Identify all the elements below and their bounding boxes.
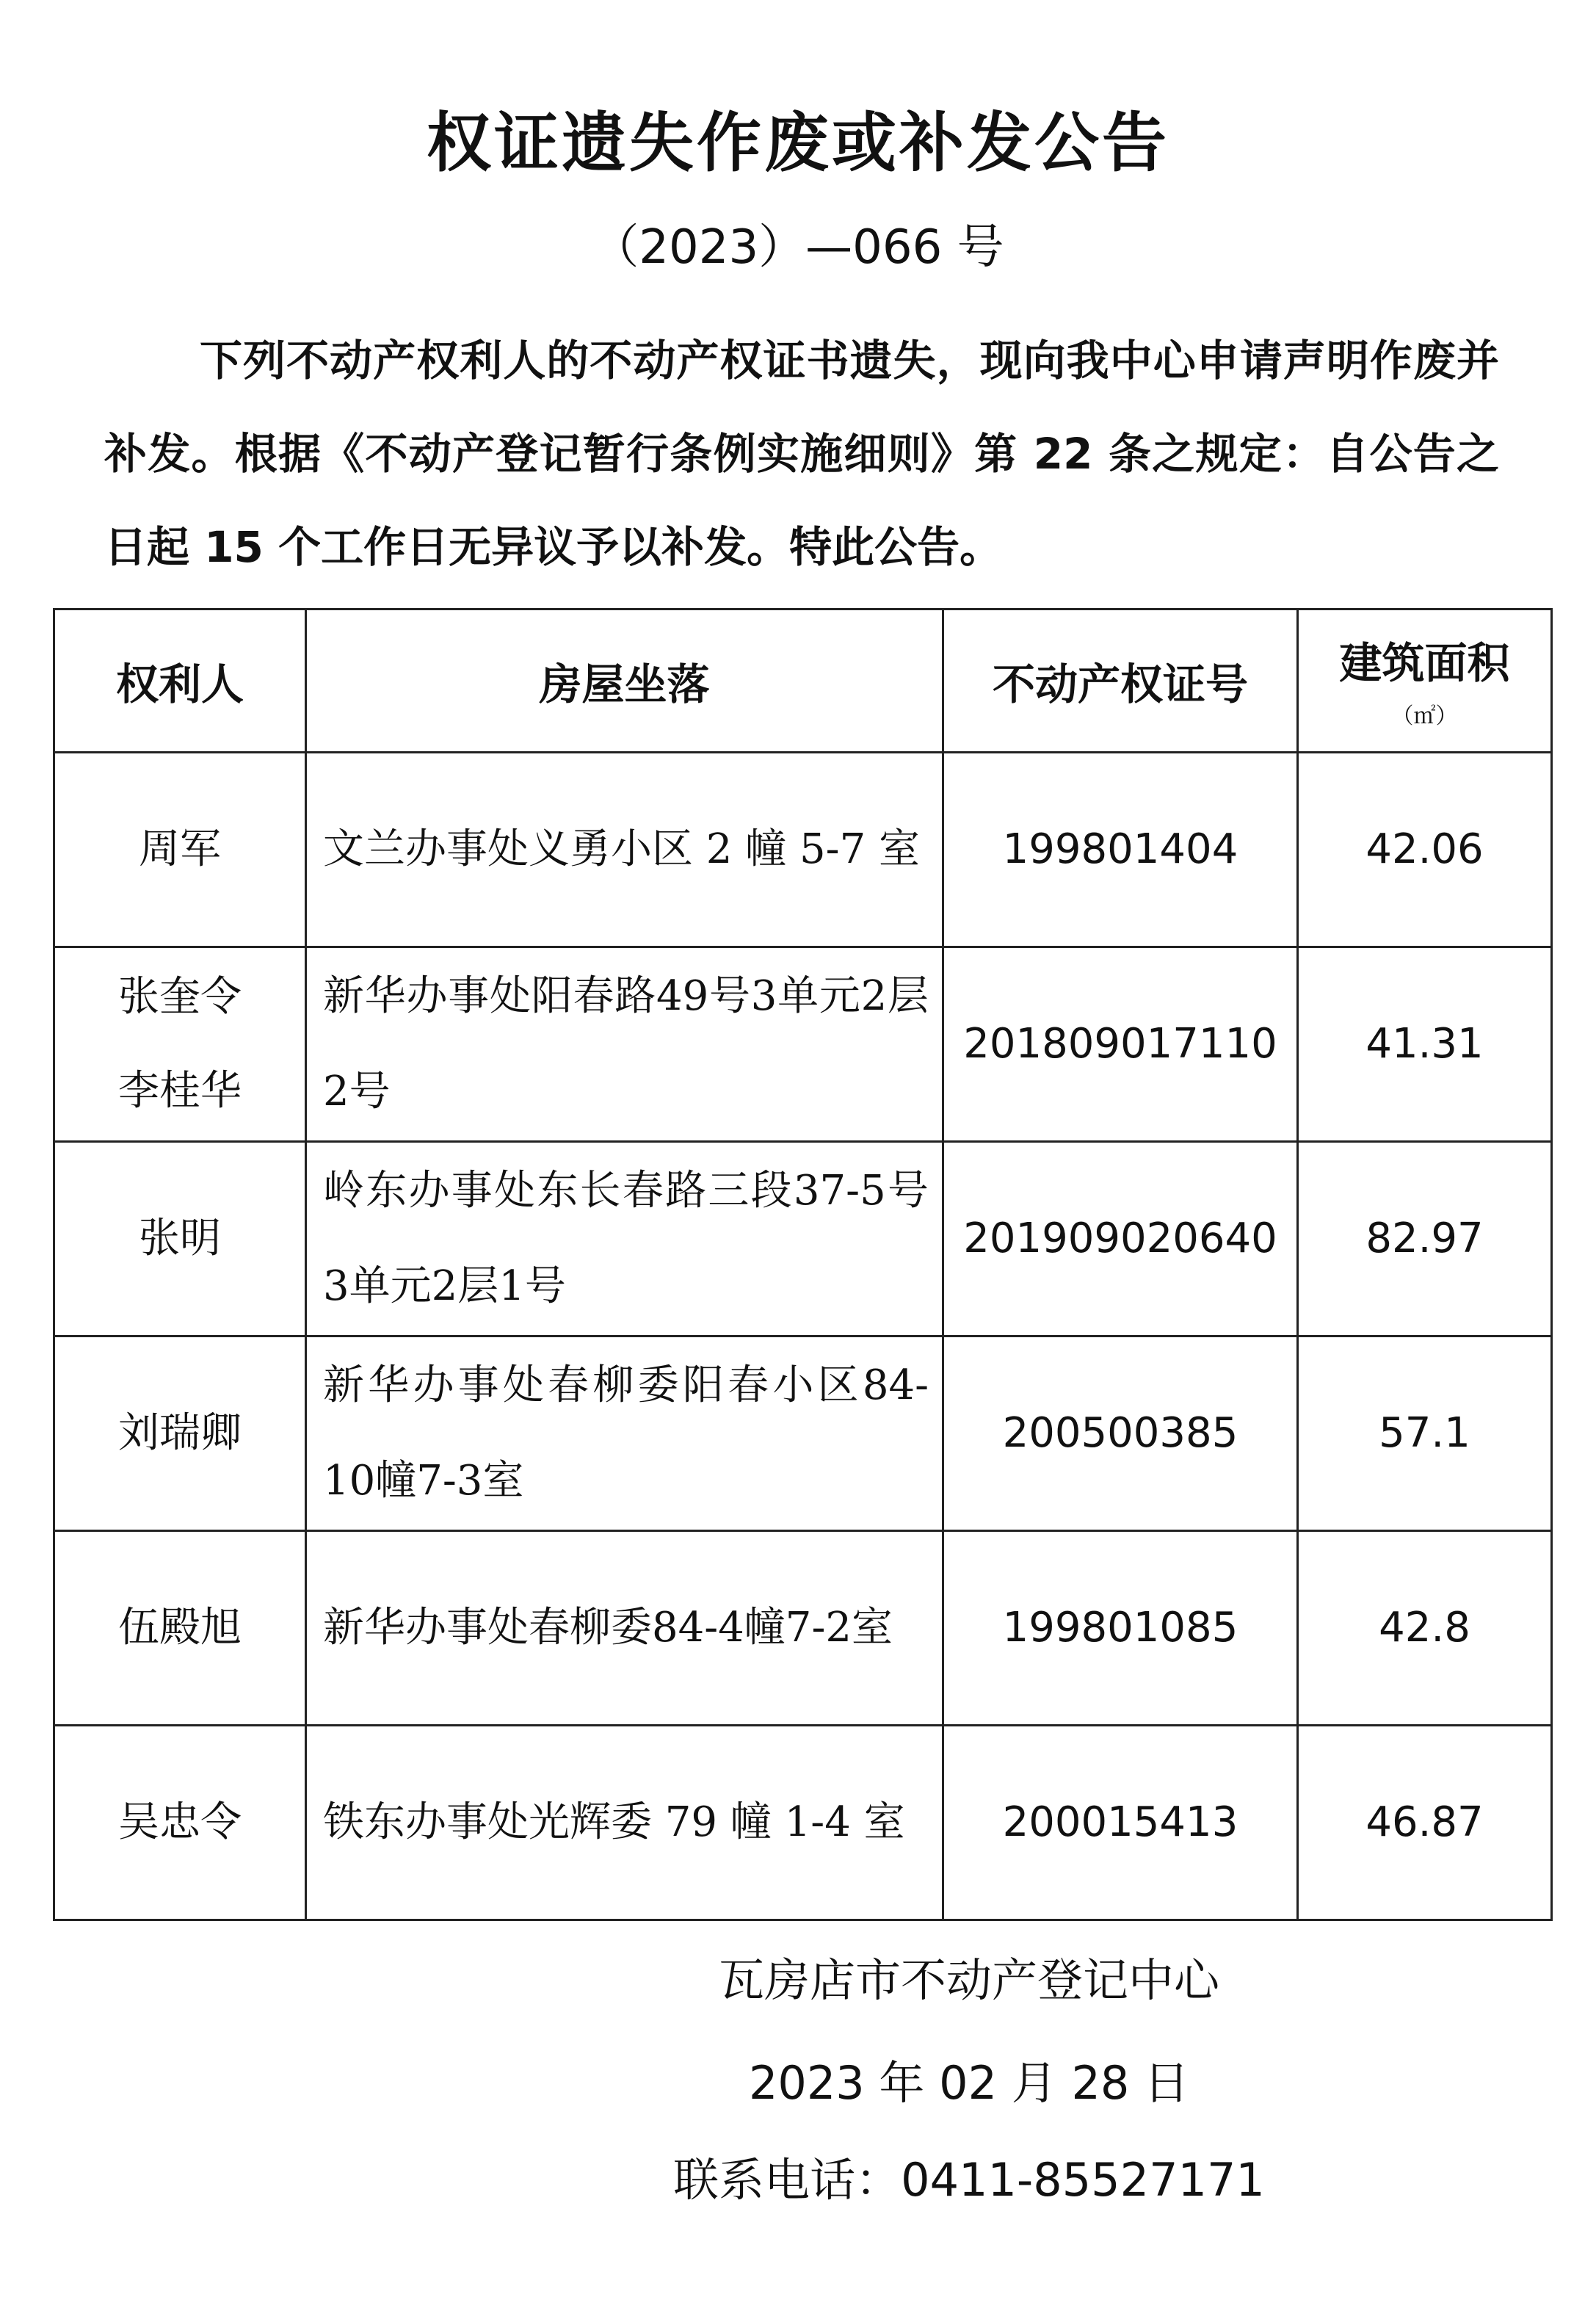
- notice-body: 下列不动产权利人的不动产权证书遗失，现向我中心申请声明作废并补发。根据《不动产登记暂行条例实施细则》第 22 条之规定：自公告之日起 15 个工作日无异议予以补发。特此公告。: [104, 336, 1499, 572]
- certificate-cell: 200015413: [943, 1726, 1298, 1920]
- area-cell: 46.87: [1298, 1726, 1552, 1920]
- header-certificate: 不动产权证号: [943, 609, 1298, 753]
- area-cell: 42.06: [1298, 753, 1552, 947]
- issue-date: 2023 年 02 月 28 日: [748, 2056, 1190, 2110]
- area-cell: 57.1: [1298, 1336, 1552, 1531]
- address-cell: 新华办事处春柳委84-4幢7-2室: [306, 1531, 943, 1726]
- certificate-cell: 199801085: [943, 1531, 1298, 1726]
- notice-title: 权证遗失作废或补发公告: [426, 105, 1169, 181]
- table-header-row: [54, 609, 1552, 753]
- holder-cell: 伍殿旭: [54, 1531, 306, 1726]
- certificate-cell: 199801404: [943, 753, 1298, 947]
- address-cell: 铁东办事处光辉委 79 幢 1-4 室: [306, 1726, 943, 1920]
- address-cell: 新华办事处春柳委阳春小区84-10幢7-3室: [306, 1336, 943, 1531]
- address-cell: 岭东办事处东长春路三段37-5号3单元2层1号: [306, 1142, 943, 1336]
- table-row: [54, 753, 1552, 947]
- issuer-name: 瓦房店市不动产登记中心: [718, 1953, 1219, 2007]
- holder-cell: 吴忠令: [54, 1726, 306, 1920]
- address-cell: 文兰办事处义勇小区 2 幢 5-7 室: [306, 753, 943, 947]
- header-address: 房屋坐落: [306, 609, 943, 753]
- area-cell: 41.31: [1298, 947, 1552, 1142]
- area-cell: 42.8: [1298, 1531, 1552, 1726]
- certificate-table: [53, 608, 1553, 1921]
- table-row: [54, 1531, 1552, 1726]
- holder-cell: 周军: [54, 753, 306, 947]
- table-row: [54, 1336, 1552, 1531]
- header-area: [1298, 609, 1552, 753]
- notice-number: （2023）—066 号: [592, 220, 1004, 275]
- address-cell: 新华办事处阳春路49号3单元2层2号: [306, 947, 943, 1142]
- header-area-unit: （㎡）: [1391, 703, 1458, 729]
- header-area-label: 建筑面积: [1339, 638, 1510, 688]
- area-cell: 82.97: [1298, 1142, 1552, 1336]
- header-holder: 权利人: [54, 609, 306, 753]
- holder-cell: 张明: [54, 1142, 306, 1336]
- contact-phone: 联系电话：0411-85527171: [673, 2153, 1265, 2207]
- holder-cell: 张奎令 李桂华: [54, 947, 306, 1142]
- certificate-cell: 201909020640: [943, 1142, 1298, 1336]
- table-row: [54, 947, 1552, 1142]
- holder-cell: 刘瑞卿: [54, 1336, 306, 1531]
- certificate-cell: 201809017110: [943, 947, 1298, 1142]
- table-row: [54, 1726, 1552, 1920]
- table-row: [54, 1142, 1552, 1336]
- certificate-cell: 200500385: [943, 1336, 1298, 1531]
- table-body: [54, 753, 1552, 1920]
